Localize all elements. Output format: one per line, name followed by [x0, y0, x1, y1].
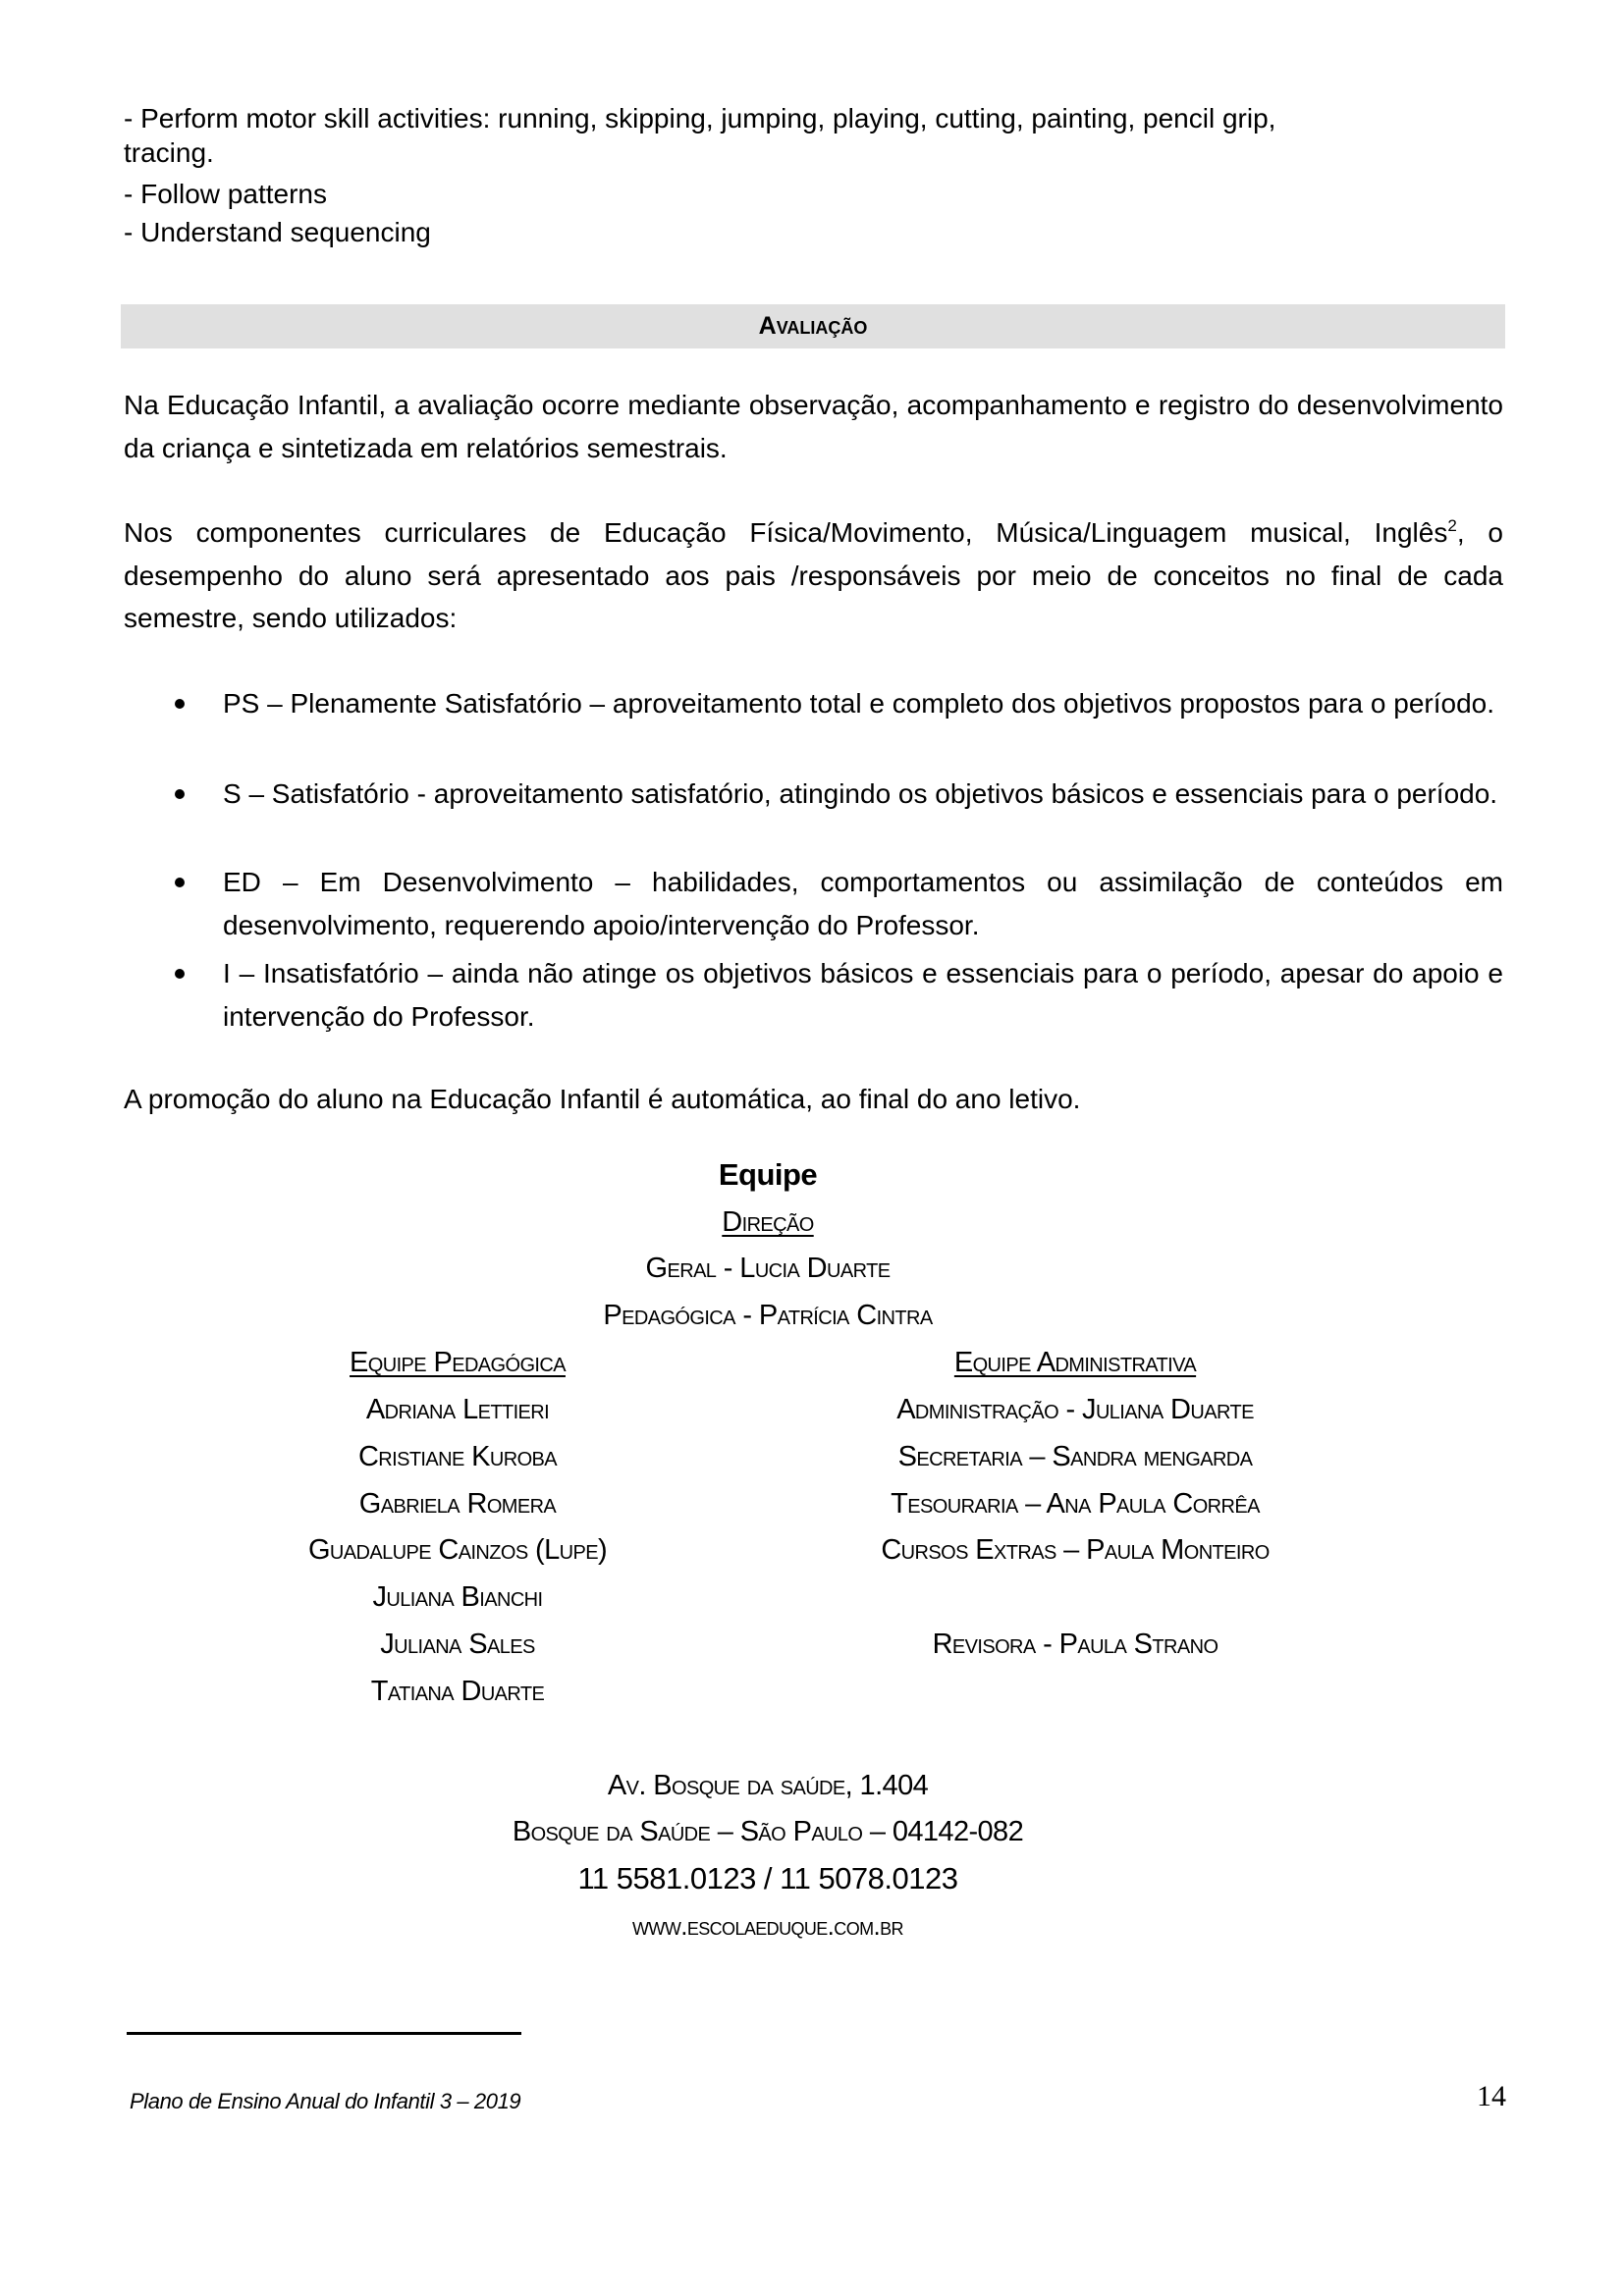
- pedagogical-member: Guadalupe Cainzos (Lupe): [307, 1534, 608, 1566]
- bullet-icon: [175, 789, 185, 799]
- pedagogical-team-heading-text: Equipe Pedagógica: [350, 1347, 566, 1378]
- direction-heading-text: Direção: [722, 1206, 814, 1238]
- pedagogical-member: Cristiane Kuroba: [357, 1441, 558, 1472]
- concept-item-i: [124, 952, 1503, 1039]
- pedagogical-member: Gabriela Romera: [358, 1488, 557, 1520]
- promotion-paragraph: A promoção do aluno na Educação Infantil é automática, ao final do ano letivo.: [124, 1084, 1081, 1114]
- components-paragraph: [124, 511, 1503, 640]
- administrative-team-heading-text: Equipe Administrativa: [953, 1347, 1197, 1378]
- administrative-member: Secretaria – Sandra mengarda: [897, 1441, 1253, 1472]
- footnote-reference: 2: [1447, 516, 1457, 535]
- intro-list-item-continuation: tracing.: [124, 137, 214, 168]
- administrative-team-heading: [805, 1339, 1345, 1386]
- concept-item-s: [124, 773, 1503, 816]
- footnote-separator: [127, 2032, 521, 2035]
- concept-text: S – Satisfatório - aproveitamento satisfatório, atingindo os objetivos básicos e essenciais para o período.: [223, 778, 1498, 809]
- pedagogical-member: Adriana Lettieri: [365, 1394, 550, 1425]
- intro-list-item: - Understand sequencing: [124, 217, 431, 247]
- components-paragraph-text: Nos componentes curriculares de Educação Física/Movimento, Música/Linguagem musical, Inglês: [124, 517, 1448, 548]
- concept-item-ps: [124, 682, 1503, 725]
- footer-title: Plano de Ensino Anual do Infantil 3 – 2019: [130, 2089, 521, 2113]
- pedagogical-member: Juliana Sales: [380, 1629, 535, 1660]
- pedagogical-member: Juliana Bianchi: [372, 1581, 543, 1613]
- direction-member: Pedagógica - Patrícia Cintra: [603, 1300, 933, 1331]
- website-link[interactable]: www.escolaeduque.com.br: [632, 1911, 903, 1941]
- pedagogical-team-heading: [212, 1339, 703, 1386]
- intro-list-item: - Perform motor skill activities: running, skipping, jumping, playing, cutting, painting, pencil grip,: [124, 103, 1276, 133]
- address-line: Av. Bosque da saúde, 1.404: [607, 1770, 929, 1801]
- team-title: Equipe: [718, 1157, 818, 1192]
- intro-list-item: - Follow patterns: [124, 179, 327, 209]
- concept-item-ed: [124, 861, 1503, 947]
- section-title: Avaliação: [758, 312, 868, 340]
- administrative-member: Administração - Juliana Duarte: [896, 1394, 1254, 1425]
- city-line: Bosque da Saúde – São Paulo – 04142-082: [512, 1816, 1024, 1847]
- concept-text: I – Insatisfatório – ainda não atinge os objetivos básicos e essenciais para o período, apesar do apoio e intervenção do Professor.: [223, 958, 1503, 1032]
- concept-text: PS – Plenamente Satisfatório – aproveitamento total e completo dos objetivos propostos para o período.: [223, 688, 1494, 719]
- phone-numbers: 11 5581.0123 / 11 5078.0123: [577, 1861, 958, 1896]
- section-header-band: [121, 304, 1505, 348]
- pedagogical-member: Tatiana Duarte: [370, 1676, 545, 1707]
- evaluation-paragraph: Na Educação Infantil, a avaliação ocorre mediante observação, acompanhamento e registro do desenvolvimento da criança e sintetizada em relatórios semestrais.: [124, 390, 1503, 463]
- bullet-icon: [175, 878, 185, 887]
- reviewer: Revisora - Paula Strano: [932, 1629, 1218, 1660]
- direction-member: Geral - Lucia Duarte: [645, 1253, 891, 1284]
- concept-text: ED – Em Desenvolvimento – habilidades, comportamentos ou assimilação de conteúdos em desenvolvimento, requerendo apoio/intervenção do Professor.: [223, 867, 1503, 940]
- administrative-member: Cursos Extras – Paula Monteiro: [881, 1534, 1270, 1566]
- bullet-icon: [175, 969, 185, 979]
- bullet-icon: [175, 699, 185, 709]
- direction-heading: [473, 1199, 1062, 1246]
- page-number: 14: [1477, 2080, 1506, 2112]
- administrative-member: Tesouraria – Ana Paula Corrêa: [891, 1488, 1260, 1520]
- components-paragraph-text-cont: , o desempenho do aluno será apresentado aos pais /responsáveis por meio de conceitos no final de cada semestre, sendo utilizados:: [124, 517, 1503, 633]
